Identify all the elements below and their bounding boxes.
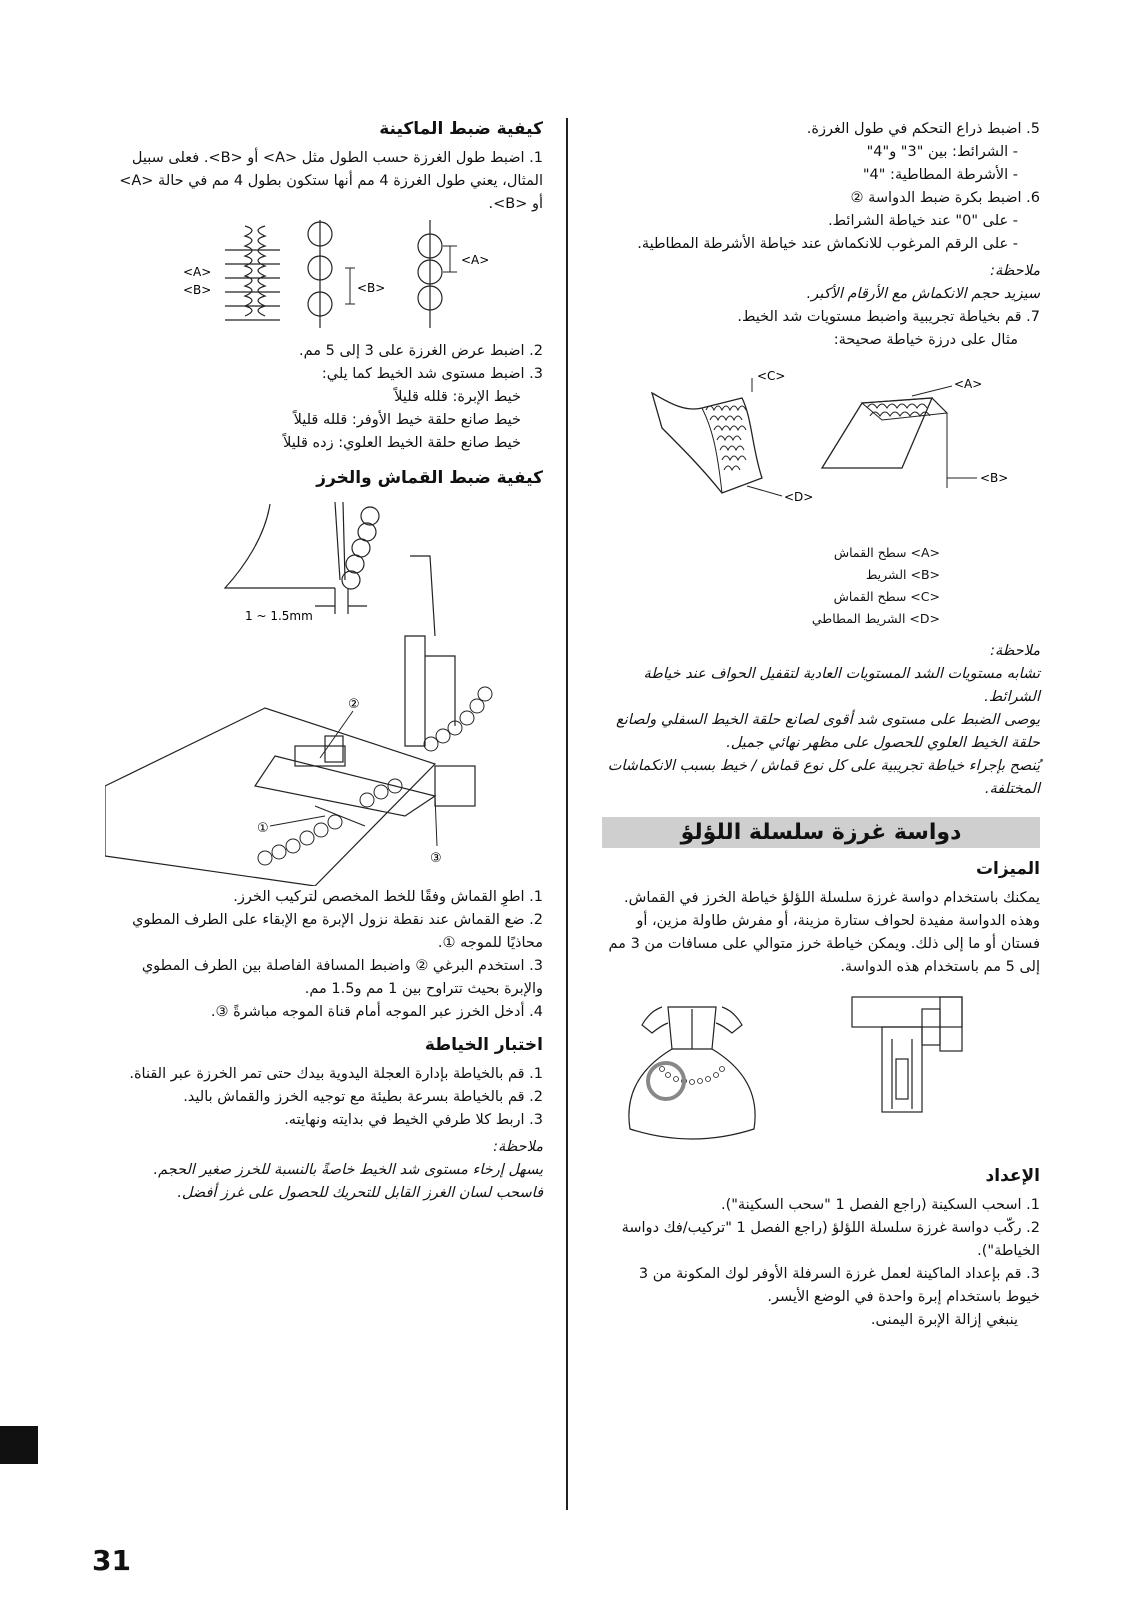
features-text: يمكنك باستخدام دواسة غرزة سلسلة اللؤلؤ خياطة الخرز في القماش. وهذه الدواسة مفيدة لحواف ستارة مزينة، أو مفرش طاولة مزين، أو فستان أو ما إلى ذلك. ويمكن خياطة خرز متوالي على مسافات من 3 مم إلى 5 مم باستخدام هذه الدواسة.	[608, 890, 1040, 975]
step-6: 6. اضبط بكرة ضبط الدواسة ②	[850, 190, 1040, 206]
machine-heading: كيفية ضبط الماكينة	[379, 119, 543, 139]
test-step-3: 3. اربط كلا طرفي الخيط في بدايته ونهايته.	[284, 1112, 543, 1128]
step-5: 5. اضبط ذراع التحكم في طول الغرزة.	[806, 121, 1040, 137]
tension-upper: خيط صانع حلقة الخيط العلوي: زده قليلاً	[283, 435, 521, 451]
machine-step-3: 3. اضبط مستوى شد الخيط كما يلي:	[321, 366, 543, 382]
test-note-heading: ملاحظة:	[493, 1139, 543, 1155]
seam-illustration	[602, 358, 1040, 518]
callout-1: ①	[257, 821, 269, 836]
steps-5-6	[602, 118, 1040, 256]
legend-c: <C> سطح القماش	[833, 589, 940, 604]
stitch-length-illustration	[105, 220, 543, 340]
setup-step-1: 1. اسحب السكينة (راجع الفصل 1 "سحب السكينة").	[720, 1197, 1040, 1213]
step-7: 7. قم بخياطة تجريبية واضبط مستويات شد الخيط.	[737, 309, 1040, 325]
page-number: 31	[92, 1544, 131, 1577]
fabric-step-3: 3. استخدم البرغي ② واضبط المسافة الفاصلة بين الطرف المطوي والإبرة بحيث تتراوح بين 1 مم و1.5 مم.	[141, 958, 543, 997]
note-2-heading: ملاحظة:	[990, 643, 1040, 659]
setup-step-3: 3. قم بإعداد الماكينة لعمل غرزة السرفلة الأوفر لوك المكونة من 3 خيوط باستخدام إبرة واحدة في الوضع الأيسر.	[638, 1266, 1040, 1305]
foot-figure	[602, 989, 1040, 1149]
label-a: <A>	[954, 377, 983, 391]
callout-2: ②	[348, 697, 360, 712]
note-1-heading: ملاحظة:	[990, 263, 1040, 279]
setup-heading: الإعداد	[985, 1166, 1040, 1186]
left-column	[105, 118, 543, 1205]
chapter-tab	[0, 1426, 38, 1464]
fig1-label-a-left: <A>	[183, 265, 212, 279]
fig1-label-b-left: <B>	[183, 283, 212, 297]
seam-figure	[602, 358, 1040, 518]
figure-legend	[602, 542, 1040, 630]
fabric-heading: كيفية ضبط القماش والخرز	[316, 468, 543, 488]
dimension-label: 1 ~ 1.5mm	[245, 609, 313, 623]
fabric-step-1: 1. اطوِ القماش وفقًا للخط المخصص لتركيب الخرز.	[233, 889, 543, 905]
label-b: <B>	[980, 471, 1009, 485]
step-6-ribbons: - على "0" عند خياطة الشرائط.	[828, 213, 1018, 229]
fig1-label-a: <A>	[461, 253, 490, 267]
callout-3: ③	[430, 851, 442, 866]
setup-step-2: 2. ركّب دواسة غرزة سلسلة اللؤلؤ (راجع الفصل 1 "تركيب/فك دواسة الخياطة").	[621, 1220, 1040, 1259]
features-heading: الميزات	[975, 859, 1040, 879]
fabric-step-4: 4. أدخل الخرز عبر الموجه أمام قناة الموجه مباشرةً ③.	[210, 1004, 543, 1020]
test-note-line-1: يسهل إرخاء مستوى شد الخيط خاصةً بالنسبة للخرز صغير الحجم.	[153, 1162, 543, 1178]
machine-step-2: 2. اضبط عرض الغرزة على 3 إلى 5 مم.	[298, 343, 543, 359]
note-2-line-1: تشابه مستويات الشد المستويات العادية لتقفيل الحواف عند خياطة الشرائط.	[643, 666, 1040, 705]
test-step-2: 2. قم بالخياطة بسرعة بطيئة مع توجيه الخرز والقماش باليد.	[183, 1089, 543, 1105]
fabric-figure	[105, 496, 543, 886]
right-column	[602, 118, 1040, 1332]
step-6-elastic: - على الرقم المرغوب للانكماش عند خياطة الأشرطة المطاطية.	[637, 236, 1018, 252]
note-2-line-2: يوصى الضبط على مستوى شد أقوى لصانع حلقة الخيط السفلي ولصانع حلقة الخيط العلوي للحصول على مظهر نهائي جميل.	[616, 712, 1040, 751]
legend-d: <D> الشريط المطاطي	[811, 611, 940, 626]
fabric-step-2: 2. ضع القماش عند نقطة نزول الإبرة مع الإبقاء على الطرف المطوي محاذيًا للموجه ①.	[132, 912, 543, 951]
machine-step-1: 1. اضبط طول الغرزة حسب الطول مثل <A> أو <B>. فعلى سبيل المثال، يعني طول الغرزة 4 مم أنها ستكون بطول 4 مم في حالة <A> أو <B>.	[119, 150, 543, 212]
tension-needle: خيط الإبرة: قلله قليلاً	[394, 389, 521, 405]
fig1-label-b: <B>	[357, 281, 386, 295]
step-5-elastic: - الأشرطة المطاطية: "4"	[862, 167, 1018, 183]
section-band-title: دواسة غرزة سلسلة اللؤلؤ	[602, 817, 1040, 848]
test-step-1: 1. قم بالخياطة بإدارة العجلة اليدوية بيدك حتى تمر الخرزة عبر القناة.	[129, 1066, 543, 1082]
test-note-line-2: فاسحب لسان الغرز القابل للتحريك للحصول على غرز أفضل.	[177, 1185, 543, 1201]
note-1-text: سيزيد حجم الانكماش مع الأرقام الأكبر.	[806, 286, 1040, 302]
dress-and-foot-illustration	[602, 989, 1040, 1149]
legend-b: <B> الشريط	[865, 567, 940, 582]
label-c: <C>	[757, 369, 786, 383]
step-5-ribbons: - الشرائط: بين "3" و"4"	[866, 144, 1018, 160]
tension-overlock: خيط صانع حلقة خيط الأوفر: قلله قليلاً	[293, 412, 521, 428]
column-divider	[566, 118, 568, 1510]
stitch-length-figure	[105, 220, 543, 340]
test-heading: اختبار الخياطة	[424, 1035, 543, 1055]
legend-a: <A> سطح القماش	[833, 545, 940, 560]
setup-extra: ينبغي إزالة الإبرة اليمنى.	[870, 1312, 1018, 1328]
step-7-sub: مثال على درزة خياطة صحيحة:	[833, 332, 1018, 348]
label-d: <D>	[784, 490, 814, 504]
fabric-bead-illustration	[105, 496, 543, 886]
note-2-line-3: يُنصح بإجراء خياطة تجريبية على كل نوع قماش / خيط بسبب الانكماشات المختلفة.	[607, 758, 1040, 797]
